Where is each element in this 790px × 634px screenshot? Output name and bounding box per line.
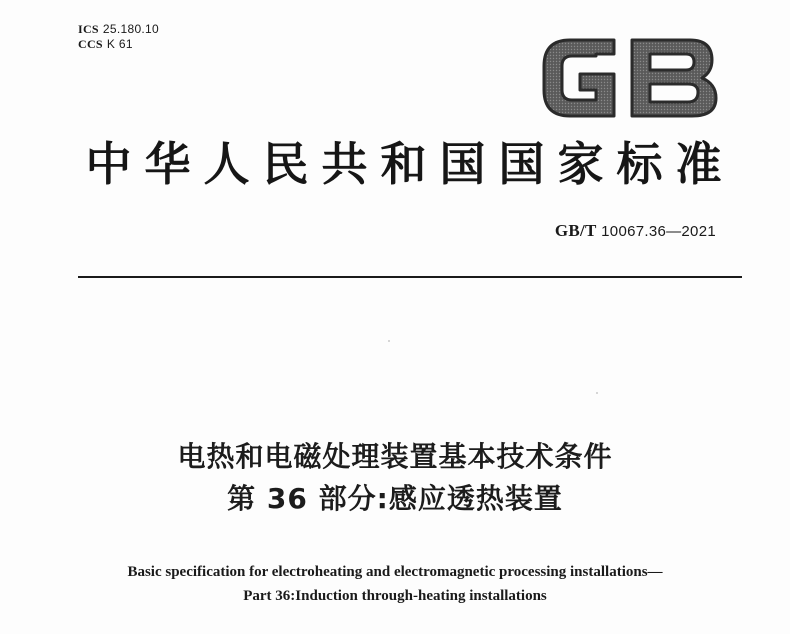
classification-codes [78, 22, 159, 52]
standard-code: 10067.36—2021 [601, 223, 716, 240]
ccs-code: K 61 [106, 37, 133, 51]
ccs-label: CCS [78, 37, 103, 51]
ics-label: ICS [78, 22, 99, 36]
paper-speck [596, 392, 598, 394]
paper-speck [388, 340, 390, 342]
gb-logo [540, 36, 720, 120]
title-cn-line1: 电热和电磁处理装置基本技术条件 [177, 440, 613, 473]
standard-number [555, 222, 716, 241]
title-cn-line2: 第 36 部分:感应透热装置 [227, 482, 563, 515]
title-en-line2: Part 36:Induction through-heating installations [243, 588, 547, 604]
ics-line [78, 22, 159, 37]
ics-code: 25.180.10 [102, 22, 160, 36]
ccs-line [78, 37, 159, 52]
title-en-line1: Basic specification for electroheating and electromagnetic processing installations— [127, 564, 663, 580]
header-divider [78, 276, 742, 278]
national-standard-heading: 中华人民共和国国家标准 [85, 137, 735, 191]
standard-prefix: GB/T [554, 221, 597, 240]
